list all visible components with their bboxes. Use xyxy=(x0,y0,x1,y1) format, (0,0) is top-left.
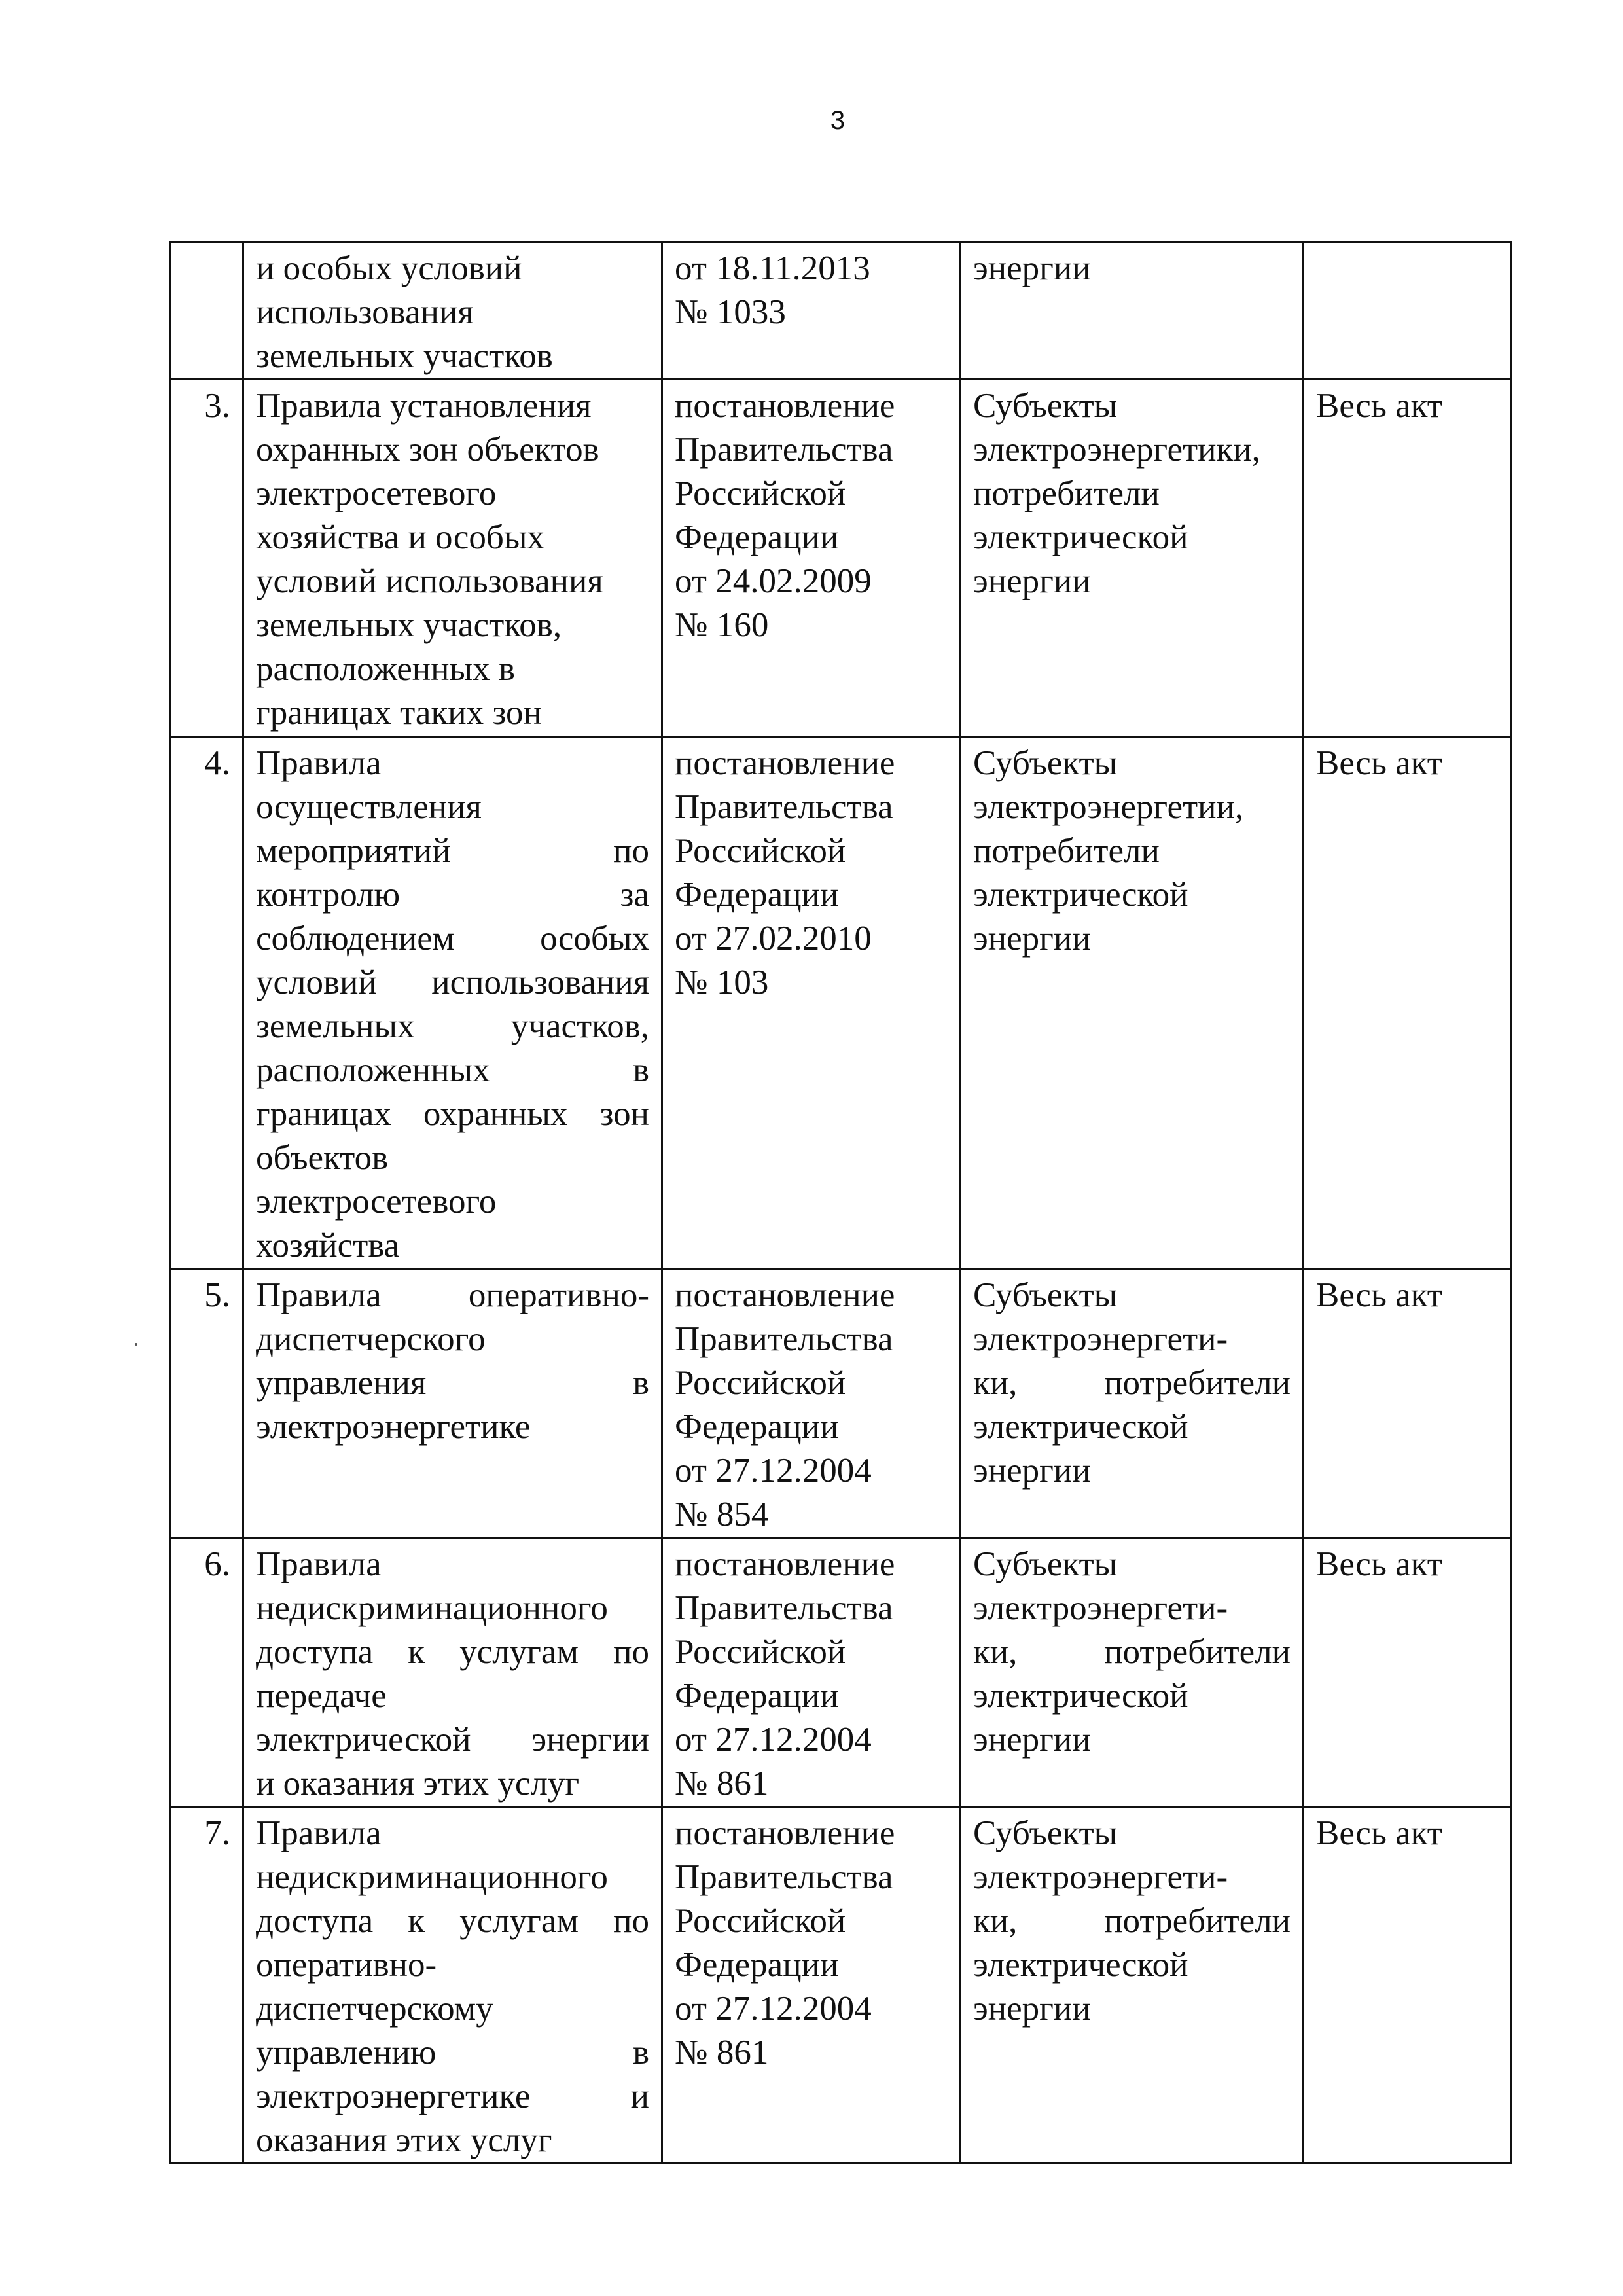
act-reference-line: постановление xyxy=(675,1814,895,1852)
table-body xyxy=(170,242,1512,2164)
act-title-line: соблюдением особых xyxy=(256,920,649,958)
act-reference-line: от 24.02.2009 xyxy=(675,562,872,600)
row-number-cell xyxy=(170,380,243,737)
act-title-line: земельных участков, xyxy=(256,606,562,644)
act-title-line: осуществления xyxy=(256,788,482,826)
act-reference-line: № 103 xyxy=(675,963,769,1001)
act-title-line: управлению в xyxy=(256,2034,649,2072)
act-reference-cell xyxy=(662,737,961,1269)
row-number-cell xyxy=(170,737,243,1269)
scan-speck xyxy=(135,1343,137,1346)
act-title-line: Правила xyxy=(256,1545,382,1583)
act-reference-cell xyxy=(662,1269,961,1538)
act-title-line: условий использования xyxy=(256,562,603,600)
subjects-cell xyxy=(961,380,1304,737)
subjects-line: электроэнергетии, xyxy=(973,788,1244,826)
subjects-line: энергии xyxy=(973,1452,1091,1490)
row-number: 7. xyxy=(204,1814,230,1852)
act-title-line: условий использования xyxy=(256,963,649,1001)
table-row xyxy=(170,1538,1512,1807)
act-reference-line: постановление xyxy=(675,1276,895,1314)
act-reference-line: Правительства xyxy=(675,1589,893,1627)
act-title-line: земельных участков, xyxy=(256,1007,649,1045)
subjects-cell xyxy=(961,737,1304,1269)
act-reference-cell xyxy=(662,242,961,380)
act-title-line: контролю за xyxy=(256,876,649,914)
subjects-line: электроэнергети- xyxy=(973,1320,1228,1358)
subjects-line: электрической xyxy=(973,1946,1188,1984)
row-number: 3. xyxy=(204,387,230,425)
subjects-line: потребители xyxy=(973,475,1160,512)
scope-cell xyxy=(1304,1538,1512,1807)
act-title-line: Правила установления xyxy=(256,387,592,425)
act-reference-line: Федерации xyxy=(675,1946,839,1984)
act-title-line: электроэнергетике и xyxy=(256,2077,649,2115)
act-title-cell xyxy=(243,1269,662,1538)
row-number-cell xyxy=(170,242,243,380)
act-reference-line: № 854 xyxy=(675,1496,769,1534)
act-title-line: оказания этих услуг xyxy=(256,2121,552,2159)
act-title-line: оперативно- xyxy=(256,1946,437,1984)
act-title-cell xyxy=(243,1807,662,2164)
scope-text: Весь акт xyxy=(1316,1276,1442,1314)
act-reference-line: Российской xyxy=(675,1902,846,1940)
subjects-line: ки, потребители xyxy=(973,1633,1291,1671)
act-title-cell xyxy=(243,242,662,380)
act-reference-line: Федерации xyxy=(675,876,839,914)
act-title-line: хозяйства xyxy=(256,1227,400,1265)
page-number: 3 xyxy=(830,106,846,135)
act-title-line: диспетчерского xyxy=(256,1320,486,1358)
subjects-line: энергии xyxy=(973,562,1091,600)
act-reference-line: Правительства xyxy=(675,788,893,826)
subjects-line: Субъекты xyxy=(973,744,1118,782)
act-title-line: электросетевого xyxy=(256,475,497,512)
act-reference-line: № 160 xyxy=(675,606,769,644)
act-title-line: границах таких зон xyxy=(256,694,542,732)
act-title-line: электросетевого xyxy=(256,1183,497,1221)
subjects-line: потребители xyxy=(973,832,1160,870)
subjects-line: энергии xyxy=(973,249,1091,287)
subjects-cell xyxy=(961,242,1304,380)
act-title-cell xyxy=(243,380,662,737)
subjects-line: ки, потребители xyxy=(973,1902,1291,1940)
row-number-cell xyxy=(170,1538,243,1807)
act-reference-line: от 18.11.2013 xyxy=(675,249,870,287)
act-reference-line: Федерации xyxy=(675,1408,839,1446)
act-reference-line: Российской xyxy=(675,475,846,512)
act-reference-line: Российской xyxy=(675,1633,846,1671)
subjects-line: электроэнергетики, xyxy=(973,431,1260,469)
act-title-line: электроэнергетике xyxy=(256,1408,531,1446)
table-row xyxy=(170,1807,1512,2164)
table-row xyxy=(170,737,1512,1269)
act-title-line: объектов xyxy=(256,1139,389,1177)
subjects-line: электрической xyxy=(973,1408,1188,1446)
act-title-line: использования xyxy=(256,293,474,331)
scope-text: Весь акт xyxy=(1316,387,1442,425)
scope-text: Весь акт xyxy=(1316,1545,1442,1583)
act-title-line: недискриминационного xyxy=(256,1858,608,1896)
scope-cell xyxy=(1304,1807,1512,2164)
subjects-line: энергии xyxy=(973,920,1091,958)
act-title-line: мероприятий по xyxy=(256,832,649,870)
act-reference-line: Правительства xyxy=(675,431,893,469)
subjects-line: Субъекты xyxy=(973,387,1118,425)
row-number: 4. xyxy=(204,744,230,782)
act-reference-line: от 27.12.2004 xyxy=(675,1990,872,2028)
act-reference-line: постановление xyxy=(675,387,895,425)
act-reference-cell xyxy=(662,1807,961,2164)
act-title-line: Правила оперативно- xyxy=(256,1276,649,1314)
scope-cell xyxy=(1304,380,1512,737)
scope-cell xyxy=(1304,1269,1512,1538)
act-reference-cell xyxy=(662,380,961,737)
table-row xyxy=(170,242,1512,380)
act-reference-line: Федерации xyxy=(675,518,839,556)
act-reference-line: Правительства xyxy=(675,1858,893,1896)
row-number-cell xyxy=(170,1269,243,1538)
subjects-cell xyxy=(961,1807,1304,2164)
act-title-line: электрической энергии xyxy=(256,1721,649,1759)
act-title-line: и особых условий xyxy=(256,249,522,287)
subjects-line: электрической xyxy=(973,518,1188,556)
act-reference-line: Российской xyxy=(675,832,846,870)
act-reference-cell xyxy=(662,1538,961,1807)
act-title-cell xyxy=(243,1538,662,1807)
act-title-line: расположенных в xyxy=(256,650,515,688)
act-title-line: Правила xyxy=(256,744,382,782)
subjects-cell xyxy=(961,1269,1304,1538)
act-title-line: и оказания этих услуг xyxy=(256,1765,580,1803)
act-title-line: хозяйства и особых xyxy=(256,518,544,556)
act-title-line: расположенных в xyxy=(256,1051,649,1089)
act-reference-line: постановление xyxy=(675,744,895,782)
subjects-line: электрической xyxy=(973,1677,1188,1715)
act-reference-line: от 27.02.2010 xyxy=(675,920,872,958)
table-row xyxy=(170,1269,1512,1538)
act-reference-line: Российской xyxy=(675,1364,846,1402)
row-number: 6. xyxy=(204,1545,230,1583)
row-number-cell xyxy=(170,1807,243,2164)
act-reference-line: постановление xyxy=(675,1545,895,1583)
act-title-line: земельных участков xyxy=(256,337,553,375)
subjects-line: электрической xyxy=(973,876,1188,914)
act-title-line: Правила xyxy=(256,1814,382,1852)
act-title-line: диспетчерскому xyxy=(256,1990,493,2028)
act-title-line: доступа к услугам по xyxy=(256,1633,649,1671)
act-reference-line: Федерации xyxy=(675,1677,839,1715)
act-title-cell xyxy=(243,737,662,1269)
subjects-line: Субъекты xyxy=(973,1545,1118,1583)
act-title-line: границах охранных зон xyxy=(256,1095,649,1133)
subjects-line: электроэнергети- xyxy=(973,1858,1228,1896)
scope-text: Весь акт xyxy=(1316,1814,1442,1852)
table-row xyxy=(170,380,1512,737)
act-reference-line: Правительства xyxy=(675,1320,893,1358)
act-title-line: управления в xyxy=(256,1364,649,1402)
row-number: 5. xyxy=(204,1276,230,1314)
subjects-line: энергии xyxy=(973,1721,1091,1759)
subjects-cell xyxy=(961,1538,1304,1807)
act-title-line: недискриминационного xyxy=(256,1589,608,1627)
scope-cell xyxy=(1304,737,1512,1269)
subjects-line: ки, потребители xyxy=(973,1364,1291,1402)
act-title-line: охранных зон объектов xyxy=(256,431,599,469)
act-reference-line: от 27.12.2004 xyxy=(675,1721,872,1759)
act-reference-line: № 861 xyxy=(675,1765,769,1803)
act-title-line: передаче xyxy=(256,1677,387,1715)
subjects-line: энергии xyxy=(973,1990,1091,2028)
act-title-line: доступа к услугам по xyxy=(256,1902,649,1940)
act-reference-line: от 27.12.2004 xyxy=(675,1452,872,1490)
subjects-line: Субъекты xyxy=(973,1814,1118,1852)
regulations-table xyxy=(169,241,1512,2164)
act-reference-line: № 1033 xyxy=(675,293,786,331)
scope-cell xyxy=(1304,242,1512,380)
subjects-line: Субъекты xyxy=(973,1276,1118,1314)
act-reference-line: № 861 xyxy=(675,2034,769,2072)
subjects-line: электроэнергети- xyxy=(973,1589,1228,1627)
scope-text: Весь акт xyxy=(1316,744,1442,782)
